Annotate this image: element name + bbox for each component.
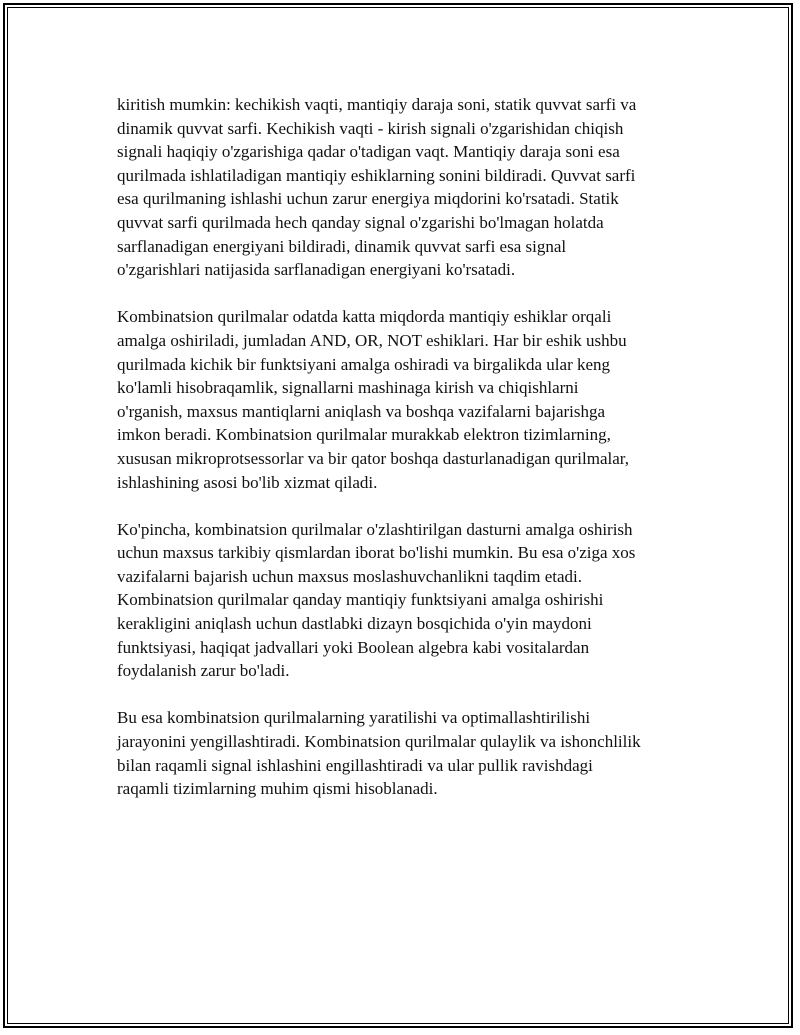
text-line: quvvat sarfi qurilmada hech qanday signal o'zgarishi bo'lmagan holatda [117,212,604,232]
text-line: raqamli tizimlarning muhim qismi hisoblanadi. [117,779,438,799]
text-line: xususan mikroprotsessorlar va bir qator boshqa dasturlanadigan qurilmalar, [117,448,630,468]
text-line: Ko'pincha, kombinatsion qurilmalar o'zlashtirilgan dasturni amalga oshirish [117,519,633,539]
text-line: foydalanish zarur bo'ladi. [117,661,290,681]
text-line: jarayonini yengillashtiradi. Kombinatsion qurilmalar qulaylik va ishonchlilik [117,732,641,752]
text-line: bilan raqamli signal ishlashini engillashtiradi va ular pullik ravishdagi [117,755,593,775]
text-line: signali haqiqiy o'zgarishiga qadar o'tadigan vaqt. Mantiqiy daraja soni esa [117,142,620,162]
text-line: Kombinatsion qurilmalar odatda katta miqdorda mantiqiy eshiklar orqali [117,307,612,327]
text-line: uchun maxsus tarkibiy qismlardan iborat bo'lishi mumkin. Bu esa o'ziga xos [117,543,636,563]
text-line: Bu esa kombinatsion qurilmalarning yaratilishi va optimallashtirilishi [117,708,591,728]
text-line: sarflanadigan energiyani bildiradi, dinamik quvvat sarfi esa signal [117,236,567,256]
text-line: Kombinatsion qurilmalar qanday mantiqiy funktsiyani amalga oshirishi [117,590,604,610]
text-line: funktsiyasi, haqiqat jadvallari yoki Boolean algebra kabi vositalardan [117,637,590,657]
text-line: vazifalarni bajarish uchun maxsus moslashuvchanlikni taqdim etadi. [117,566,583,586]
text-line: o'rganish, maxsus mantiqlarni aniqlash va boshqa vazifalarni bajarishga [117,401,606,421]
text-line: kiritish mumkin: kechikish vaqti, mantiqiy daraja soni, statik quvvat sarfi va [117,95,637,114]
paragraph-1 [117,93,697,282]
document-body [117,93,697,824]
text-line: amalga oshiriladi, jumladan AND, OR, NOT eshiklari. Har bir eshik ushbu [117,330,627,350]
text-line: imkon beradi. Kombinatsion qurilmalar murakkab elektron tizimlarning, [117,425,611,445]
text-line: ishlashining asosi bo'lib xizmat qiladi. [117,472,378,492]
text-line: dinamik quvvat sarfi. Kechikish vaqti - kirish signali o'zgarishidan chiqish [117,118,624,138]
text-line: qurilmada ishlatiladigan mantiqiy eshiklarning sonini bildiradi. Quvvat sarfi [117,165,636,185]
text-line: kerakligini aniqlash uchun dastlabki dizayn bosqichida o'yin maydoni [117,614,592,634]
paragraph-3 [117,518,697,683]
text-line: ko'lamli hisobraqamlik, signallarni mashinaga kirish va chiqishlarni [117,378,579,398]
paragraph-4 [117,706,697,800]
text-line: o'zgarishlari natijasida sarflanadigan energiyani ko'rsatadi. [117,260,516,280]
text-line: qurilmada kichik bir funktsiyani amalga oshiradi va birgalikda ular keng [117,354,611,374]
text-line: esa qurilmaning ishlashi uchun zarur energiya miqdorini ko'rsatadi. Statik [117,189,619,209]
paragraph-2 [117,305,697,494]
